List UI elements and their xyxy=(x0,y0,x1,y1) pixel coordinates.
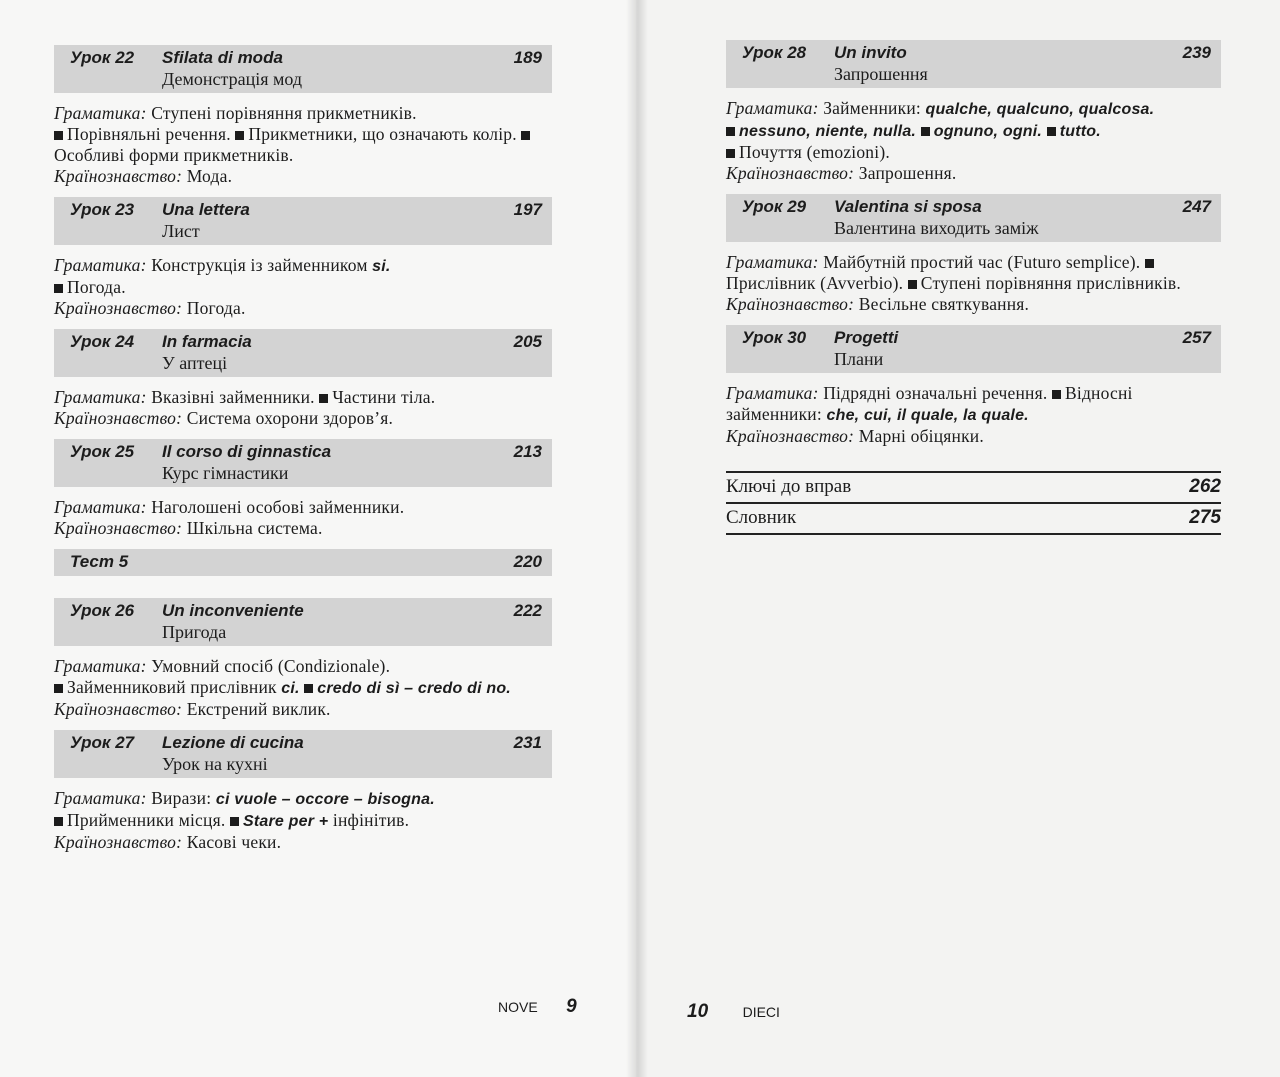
section-label: Країнознавство: xyxy=(726,294,859,314)
description-line xyxy=(726,163,1221,184)
lesson-titles xyxy=(162,199,482,221)
description-line xyxy=(54,124,552,166)
description-text: Ступені порівняння прислівників. xyxy=(920,273,1181,293)
lesson-entry xyxy=(54,439,552,539)
bullet-square-icon xyxy=(230,817,239,826)
lesson-header-grid xyxy=(742,327,1211,349)
lesson-page-number: 189 xyxy=(513,48,542,67)
lesson-header xyxy=(726,40,1221,88)
lesson-page-number: 257 xyxy=(1182,328,1211,347)
description-line xyxy=(54,497,552,518)
description-line xyxy=(54,788,552,810)
left-page xyxy=(0,0,636,1077)
description-text: Прикметники, що означають колір. xyxy=(248,124,522,144)
lesson-header-grid xyxy=(742,196,1211,218)
lesson-titles xyxy=(834,196,1151,218)
italian-term: credo di sì – credo di no. xyxy=(317,680,511,697)
lesson-titles xyxy=(834,327,1151,349)
lesson-header xyxy=(54,197,552,245)
description-text: Вирази: xyxy=(151,788,216,808)
description-text: Система охорони здоров’я. xyxy=(186,408,394,428)
lesson-header-grid xyxy=(70,551,542,573)
description-line xyxy=(54,699,552,720)
lesson-header xyxy=(726,194,1221,242)
lesson-title-ukrainian: Урок на кухні xyxy=(162,754,268,774)
right-footer xyxy=(687,1001,780,1023)
lesson-title-italian: In farmacia xyxy=(162,332,252,351)
description-line xyxy=(726,142,1221,163)
description-text: Погода. xyxy=(67,277,126,297)
appendix-page-number: 275 xyxy=(1189,507,1221,528)
section-label: Граматика: xyxy=(54,387,152,407)
lesson-header xyxy=(726,325,1221,373)
description-text: Прийменники місця. xyxy=(67,810,230,830)
description-text: Екстрений виклик. xyxy=(186,699,331,719)
lesson-title-ukrainian: Демонстрація мод xyxy=(162,69,303,89)
page-number: 9 xyxy=(566,996,577,1017)
bullet-square-icon xyxy=(54,684,63,693)
description-text: Шкільна система. xyxy=(186,518,323,538)
lesson-page-number: 231 xyxy=(513,733,542,752)
appendix-row xyxy=(726,504,1221,535)
lesson-description xyxy=(54,778,552,853)
description-text: Касові чеки. xyxy=(186,832,282,852)
description-line xyxy=(54,298,552,319)
lesson-title-italian: Valentina si sposa xyxy=(834,197,982,216)
description-line xyxy=(726,252,1221,294)
italian-term: qualche, qualcuno, qualcosa. xyxy=(925,101,1155,118)
section-label: Країнознавство: xyxy=(54,832,187,852)
description-line xyxy=(54,810,552,832)
section-label: Країнознавство: xyxy=(54,408,187,428)
italian-term: Stare per + xyxy=(242,813,329,830)
bullet-square-icon xyxy=(521,131,530,140)
lesson-header-grid xyxy=(70,331,542,353)
description-line xyxy=(54,103,552,124)
bullet-square-icon xyxy=(1047,127,1056,136)
bullet-square-icon xyxy=(235,131,244,140)
italian-term: nessuno, niente, nulla. xyxy=(739,123,921,140)
section-label: Країнознавство: xyxy=(54,166,187,186)
appendix-row xyxy=(726,473,1221,504)
description-text: Умовний спосіб (Condizionale). xyxy=(151,656,391,676)
description-line xyxy=(726,120,1221,142)
description-text: Марні обіцянки. xyxy=(858,426,984,446)
test-header xyxy=(54,549,552,576)
right-page xyxy=(636,0,1280,1077)
section-label: Граматика: xyxy=(54,497,152,517)
left-footer xyxy=(498,996,577,1018)
lesson-number: Тест 5 xyxy=(70,552,129,571)
lesson-number: Урок 28 xyxy=(742,43,807,62)
lesson-number: Урок 29 xyxy=(742,197,807,216)
lesson-titles xyxy=(162,551,482,573)
bullet-square-icon xyxy=(54,284,63,293)
lesson-description xyxy=(726,373,1221,447)
lesson-titles xyxy=(162,600,482,622)
left-toc-column xyxy=(54,45,552,863)
description-text: Запрошення. xyxy=(858,163,957,183)
lesson-header xyxy=(54,329,552,377)
description-text: Займенники: xyxy=(823,98,926,118)
bullet-square-icon xyxy=(921,127,930,136)
lesson-description xyxy=(726,242,1221,315)
lesson-number: Урок 30 xyxy=(742,328,807,347)
appendix-page-number: 262 xyxy=(1189,476,1221,497)
lesson-header-grid xyxy=(70,441,542,463)
italian-term: che, cui, il quale, la quale. xyxy=(826,407,1029,424)
lesson-header-grid xyxy=(70,732,542,754)
lesson-titles xyxy=(162,441,482,463)
section-label: Граматика: xyxy=(54,255,152,275)
section-label: Граматика: xyxy=(54,788,152,808)
bullet-square-icon xyxy=(319,394,328,403)
lesson-titles xyxy=(162,732,482,754)
appendix-title: Словник xyxy=(726,507,797,528)
section-label: Граматика: xyxy=(726,252,824,272)
lesson-number: Урок 24 xyxy=(70,332,135,351)
lesson-page-number: 220 xyxy=(513,552,542,571)
description-text: Конструкція із займенником xyxy=(151,255,373,275)
section-label: Країнознавство: xyxy=(54,298,187,318)
lesson-titles xyxy=(834,42,1151,64)
italian-term: ognuno, ogni. xyxy=(933,123,1047,140)
lesson-header xyxy=(54,730,552,778)
bullet-square-icon xyxy=(54,131,63,140)
lesson-title-italian: Sfilata di moda xyxy=(162,48,283,67)
description-text: Частини тіла. xyxy=(332,387,436,407)
bullet-square-icon xyxy=(304,684,313,693)
section-label: Країнознавство: xyxy=(726,163,859,183)
lesson-titles xyxy=(162,47,482,69)
lesson-header-grid xyxy=(70,600,542,622)
lesson-header xyxy=(54,439,552,487)
description-text: Займенниковий прислівник xyxy=(67,677,282,697)
lesson-page-number: 222 xyxy=(513,601,542,620)
italian-term: si. xyxy=(372,258,391,275)
right-toc-column xyxy=(726,40,1221,535)
lesson-entry xyxy=(54,549,552,576)
description-text: інфінітив. xyxy=(328,810,410,830)
description-text: Прислівник (Avverbio). xyxy=(726,273,908,293)
lesson-title-italian: Una lettera xyxy=(162,200,250,219)
lesson-title-ukrainian: Запрошення xyxy=(834,64,928,84)
description-text: Мода. xyxy=(186,166,233,186)
description-text: Наголошені особові займенники. xyxy=(151,497,405,517)
lesson-number: Урок 23 xyxy=(70,200,135,219)
description-text: Підрядні означальні речення. xyxy=(823,383,1053,403)
lesson-description xyxy=(54,245,552,319)
description-line xyxy=(54,255,552,277)
lesson-description xyxy=(54,487,552,539)
lesson-entry xyxy=(54,730,552,853)
section-label: Граматика: xyxy=(726,383,824,403)
footer-word: DIECI xyxy=(742,1004,780,1020)
italian-term: ci. xyxy=(281,680,300,697)
description-text: Вказівні займенники. xyxy=(151,387,320,407)
lesson-entry xyxy=(726,194,1221,315)
lesson-header-grid xyxy=(742,42,1211,64)
lesson-entry xyxy=(726,325,1221,447)
lesson-number: Урок 25 xyxy=(70,442,135,461)
description-text: Відносні займенники: xyxy=(726,383,1133,424)
section-label: Країнознавство: xyxy=(54,518,187,538)
description-line xyxy=(54,166,552,187)
section-label: Граматика: xyxy=(54,103,152,123)
lesson-page-number: 247 xyxy=(1182,197,1211,216)
page-number: 10 xyxy=(687,1001,709,1022)
lesson-description xyxy=(54,93,552,187)
lesson-entry xyxy=(726,40,1221,184)
description-line xyxy=(726,294,1221,315)
lesson-title-ukrainian: Лист xyxy=(162,221,200,241)
description-line xyxy=(54,387,552,408)
lesson-page-number: 213 xyxy=(513,442,542,461)
lesson-title-italian: Progetti xyxy=(834,328,899,347)
bullet-square-icon xyxy=(1052,390,1061,399)
bullet-square-icon xyxy=(726,149,735,158)
description-line xyxy=(54,518,552,539)
lesson-number: Урок 26 xyxy=(70,601,135,620)
lesson-number: Урок 22 xyxy=(70,48,135,67)
lesson-page-number: 205 xyxy=(513,332,542,351)
section-label: Країнознавство: xyxy=(726,426,859,446)
lesson-description xyxy=(54,377,552,429)
bullet-square-icon xyxy=(1145,259,1154,268)
description-line xyxy=(726,98,1221,120)
lesson-header-grid xyxy=(70,199,542,221)
lesson-entry xyxy=(54,598,552,720)
lesson-entry xyxy=(54,197,552,319)
lesson-entry xyxy=(54,45,552,187)
lesson-title-italian: Lezione di cucina xyxy=(162,733,304,752)
description-line xyxy=(54,408,552,429)
lesson-page-number: 197 xyxy=(513,200,542,219)
description-line xyxy=(54,677,552,699)
section-label: Граматика: xyxy=(726,98,824,118)
description-line xyxy=(726,426,1221,447)
description-text: Погода. xyxy=(186,298,246,318)
lesson-header xyxy=(54,598,552,646)
book-gutter xyxy=(626,0,648,1077)
section-label: Країнознавство: xyxy=(54,699,187,719)
lesson-number: Урок 27 xyxy=(70,733,135,752)
lesson-header-grid xyxy=(70,47,542,69)
lesson-description xyxy=(54,646,552,720)
lesson-title-italian: Il corso di ginnastica xyxy=(162,442,332,461)
italian-term: tutto. xyxy=(1059,123,1101,140)
description-line xyxy=(54,656,552,677)
lesson-title-ukrainian: Пригода xyxy=(162,622,227,642)
lesson-header xyxy=(54,45,552,93)
bullet-square-icon xyxy=(54,817,63,826)
description-text: Майбутній простий час (Futuro semplice). xyxy=(823,252,1145,272)
description-text: Ступені порівняння прикметників. xyxy=(151,103,417,123)
footer-word: NOVE xyxy=(498,999,538,1015)
lesson-title-ukrainian: Курс гімнастики xyxy=(162,463,289,483)
lesson-title-italian: Un invito xyxy=(834,43,907,62)
italian-term: ci vuole – occore – bisogna. xyxy=(215,791,435,808)
lesson-title-ukrainian: У аптеці xyxy=(162,353,228,373)
section-label: Граматика: xyxy=(54,656,152,676)
lesson-title-italian: Un inconveniente xyxy=(162,601,304,620)
description-text: Почуття (emozioni). xyxy=(739,142,890,162)
lesson-titles xyxy=(162,331,482,353)
bullet-square-icon xyxy=(726,127,735,136)
description-text: Особливі форми прикметників. xyxy=(54,145,294,165)
lesson-title-ukrainian: Валентина виходить заміж xyxy=(834,218,1039,238)
lesson-title-ukrainian: Плани xyxy=(834,349,884,369)
description-line xyxy=(54,832,552,853)
appendix-index xyxy=(726,471,1221,535)
description-line xyxy=(726,383,1221,426)
appendix-title: Ключі до вправ xyxy=(726,476,852,497)
bullet-square-icon xyxy=(908,280,917,289)
description-text: Весільне святкування. xyxy=(858,294,1030,314)
description-text: Порівняльні речення. xyxy=(67,124,236,144)
lesson-page-number: 239 xyxy=(1182,43,1211,62)
description-line xyxy=(54,277,552,298)
lesson-entry xyxy=(54,329,552,429)
lesson-description xyxy=(726,88,1221,184)
